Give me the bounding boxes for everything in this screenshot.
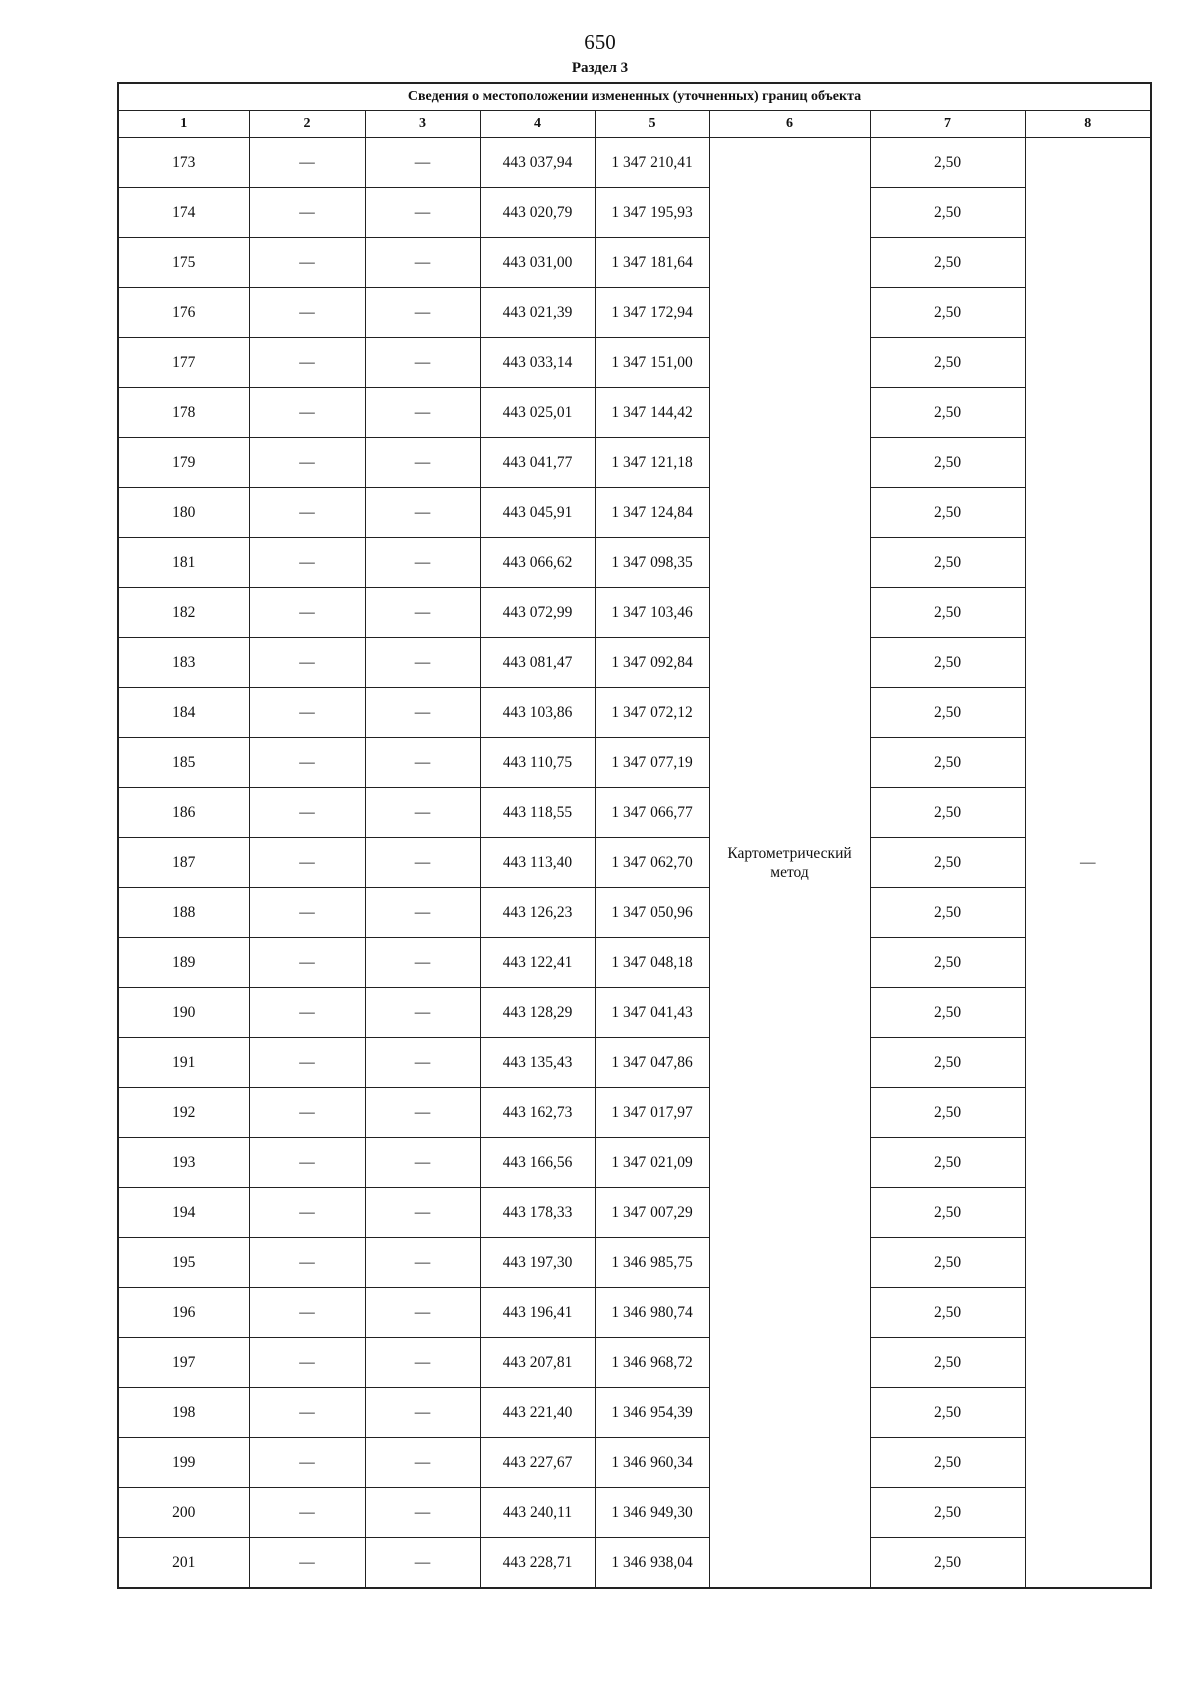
col2-cell: — bbox=[249, 1188, 365, 1238]
table-row bbox=[118, 338, 1151, 388]
x-coordinate-cell: 443 113,40 bbox=[480, 838, 595, 888]
column-number-2: 2 bbox=[249, 111, 365, 138]
method-cell: Картометрический метод bbox=[709, 138, 870, 1589]
accuracy-cell: 2,50 bbox=[870, 1388, 1025, 1438]
col3-cell: — bbox=[365, 538, 480, 588]
table-row bbox=[118, 988, 1151, 1038]
col2-cell: — bbox=[249, 1388, 365, 1438]
col2-cell: — bbox=[249, 1538, 365, 1589]
y-coordinate-cell: 1 347 092,84 bbox=[595, 638, 709, 688]
y-coordinate-cell: 1 347 103,46 bbox=[595, 588, 709, 638]
table-row bbox=[118, 1038, 1151, 1088]
table-row bbox=[118, 1338, 1151, 1388]
column-number-7: 7 bbox=[870, 111, 1025, 138]
accuracy-cell: 2,50 bbox=[870, 1538, 1025, 1589]
table-row bbox=[118, 1488, 1151, 1538]
x-coordinate-cell: 443 020,79 bbox=[480, 188, 595, 238]
point-number-cell: 196 bbox=[118, 1288, 249, 1338]
y-coordinate-cell: 1 347 195,93 bbox=[595, 188, 709, 238]
col2-cell: — bbox=[249, 1088, 365, 1138]
table-caption: Сведения о местоположении измененных (уточненных) границ объекта bbox=[118, 83, 1151, 111]
accuracy-cell: 2,50 bbox=[870, 1488, 1025, 1538]
x-coordinate-cell: 443 072,99 bbox=[480, 588, 595, 638]
page-number: 650 bbox=[584, 30, 616, 54]
table-row bbox=[118, 1538, 1151, 1589]
y-coordinate-cell: 1 347 124,84 bbox=[595, 488, 709, 538]
accuracy-cell: 2,50 bbox=[870, 688, 1025, 738]
table-row bbox=[118, 688, 1151, 738]
table-row bbox=[118, 1238, 1151, 1288]
col3-cell: — bbox=[365, 138, 480, 188]
x-coordinate-cell: 443 122,41 bbox=[480, 938, 595, 988]
y-coordinate-cell: 1 346 968,72 bbox=[595, 1338, 709, 1388]
col2-cell: — bbox=[249, 438, 365, 488]
accuracy-cell: 2,50 bbox=[870, 888, 1025, 938]
col2-cell: — bbox=[249, 1288, 365, 1338]
y-coordinate-cell: 1 347 047,86 bbox=[595, 1038, 709, 1088]
table-body bbox=[118, 138, 1151, 1589]
col3-cell: — bbox=[365, 1238, 480, 1288]
table-row bbox=[118, 1288, 1151, 1338]
col3-cell: — bbox=[365, 188, 480, 238]
y-coordinate-cell: 1 347 041,43 bbox=[595, 988, 709, 1038]
col2-cell: — bbox=[249, 538, 365, 588]
col2-cell: — bbox=[249, 488, 365, 538]
x-coordinate-cell: 443 126,23 bbox=[480, 888, 595, 938]
x-coordinate-cell: 443 196,41 bbox=[480, 1288, 595, 1338]
table-row bbox=[118, 738, 1151, 788]
y-coordinate-cell: 1 347 172,94 bbox=[595, 288, 709, 338]
table-row bbox=[118, 288, 1151, 338]
x-coordinate-cell: 443 045,91 bbox=[480, 488, 595, 538]
y-coordinate-cell: 1 347 151,00 bbox=[595, 338, 709, 388]
accuracy-cell: 2,50 bbox=[870, 1188, 1025, 1238]
point-number-cell: 181 bbox=[118, 538, 249, 588]
col2-cell: — bbox=[249, 188, 365, 238]
x-coordinate-cell: 443 197,30 bbox=[480, 1238, 595, 1288]
table-row bbox=[118, 1138, 1151, 1188]
col3-cell: — bbox=[365, 1388, 480, 1438]
col2-cell: — bbox=[249, 638, 365, 688]
col3-cell: — bbox=[365, 1038, 480, 1088]
y-coordinate-cell: 1 347 062,70 bbox=[595, 838, 709, 888]
col2-cell: — bbox=[249, 1488, 365, 1538]
accuracy-cell: 2,50 bbox=[870, 738, 1025, 788]
accuracy-cell: 2,50 bbox=[870, 838, 1025, 888]
y-coordinate-cell: 1 347 210,41 bbox=[595, 138, 709, 188]
point-number-cell: 198 bbox=[118, 1388, 249, 1438]
point-number-cell: 189 bbox=[118, 938, 249, 988]
y-coordinate-cell: 1 346 949,30 bbox=[595, 1488, 709, 1538]
col3-cell: — bbox=[365, 1538, 480, 1589]
y-coordinate-cell: 1 347 066,77 bbox=[595, 788, 709, 838]
accuracy-cell: 2,50 bbox=[870, 1338, 1025, 1388]
x-coordinate-cell: 443 081,47 bbox=[480, 638, 595, 688]
x-coordinate-cell: 443 037,94 bbox=[480, 138, 595, 188]
point-number-cell: 188 bbox=[118, 888, 249, 938]
point-number-cell: 173 bbox=[118, 138, 249, 188]
table-row bbox=[118, 938, 1151, 988]
point-number-cell: 194 bbox=[118, 1188, 249, 1238]
boundary-points-table bbox=[117, 82, 1152, 1589]
y-coordinate-cell: 1 347 050,96 bbox=[595, 888, 709, 938]
point-number-cell: 200 bbox=[118, 1488, 249, 1538]
x-coordinate-cell: 443 240,11 bbox=[480, 1488, 595, 1538]
x-coordinate-cell: 443 033,14 bbox=[480, 338, 595, 388]
y-coordinate-cell: 1 346 985,75 bbox=[595, 1238, 709, 1288]
y-coordinate-cell: 1 346 980,74 bbox=[595, 1288, 709, 1338]
accuracy-cell: 2,50 bbox=[870, 538, 1025, 588]
x-coordinate-cell: 443 166,56 bbox=[480, 1138, 595, 1188]
col2-cell: — bbox=[249, 938, 365, 988]
col2-cell: — bbox=[249, 338, 365, 388]
point-number-cell: 201 bbox=[118, 1538, 249, 1589]
point-number-cell: 190 bbox=[118, 988, 249, 1038]
section-title: Раздел 3 bbox=[571, 60, 629, 76]
table-row bbox=[118, 1188, 1151, 1238]
column-number-4: 4 bbox=[480, 111, 595, 138]
x-coordinate-cell: 443 207,81 bbox=[480, 1338, 595, 1388]
point-number-cell: 191 bbox=[118, 1038, 249, 1088]
col3-cell: — bbox=[365, 238, 480, 288]
accuracy-cell: 2,50 bbox=[870, 1138, 1025, 1188]
y-coordinate-cell: 1 347 048,18 bbox=[595, 938, 709, 988]
col3-cell: — bbox=[365, 938, 480, 988]
point-number-cell: 178 bbox=[118, 388, 249, 438]
y-coordinate-cell: 1 346 960,34 bbox=[595, 1438, 709, 1488]
table-row bbox=[118, 1388, 1151, 1438]
table-row bbox=[118, 438, 1151, 488]
point-number-cell: 175 bbox=[118, 238, 249, 288]
col3-cell: — bbox=[365, 1488, 480, 1538]
x-coordinate-cell: 443 178,33 bbox=[480, 1188, 595, 1238]
table-row bbox=[118, 138, 1151, 188]
table-row bbox=[118, 488, 1151, 538]
x-coordinate-cell: 443 031,00 bbox=[480, 238, 595, 288]
accuracy-cell: 2,50 bbox=[870, 938, 1025, 988]
table-row bbox=[118, 888, 1151, 938]
col3-cell: — bbox=[365, 438, 480, 488]
col3-cell: — bbox=[365, 1438, 480, 1488]
accuracy-cell: 2,50 bbox=[870, 1088, 1025, 1138]
column-number-3: 3 bbox=[365, 111, 480, 138]
x-coordinate-cell: 443 228,71 bbox=[480, 1538, 595, 1589]
col2-cell: — bbox=[249, 1338, 365, 1388]
column-number-1: 1 bbox=[118, 111, 249, 138]
col3-cell: — bbox=[365, 788, 480, 838]
point-number-cell: 184 bbox=[118, 688, 249, 738]
y-coordinate-cell: 1 346 954,39 bbox=[595, 1388, 709, 1438]
col2-cell: — bbox=[249, 688, 365, 738]
table-row bbox=[118, 638, 1151, 688]
y-coordinate-cell: 1 347 098,35 bbox=[595, 538, 709, 588]
point-number-cell: 199 bbox=[118, 1438, 249, 1488]
table-row bbox=[118, 1438, 1151, 1488]
point-number-cell: 192 bbox=[118, 1088, 249, 1138]
point-number-cell: 185 bbox=[118, 738, 249, 788]
table-row bbox=[118, 1088, 1151, 1138]
point-number-cell: 176 bbox=[118, 288, 249, 338]
point-number-cell: 174 bbox=[118, 188, 249, 238]
accuracy-cell: 2,50 bbox=[870, 788, 1025, 838]
y-coordinate-cell: 1 347 007,29 bbox=[595, 1188, 709, 1238]
x-coordinate-cell: 443 041,77 bbox=[480, 438, 595, 488]
col3-cell: — bbox=[365, 1338, 480, 1388]
point-number-cell: 177 bbox=[118, 338, 249, 388]
x-coordinate-cell: 443 221,40 bbox=[480, 1388, 595, 1438]
x-coordinate-cell: 443 227,67 bbox=[480, 1438, 595, 1488]
col3-cell: — bbox=[365, 488, 480, 538]
column-number-8: 8 bbox=[1025, 111, 1151, 138]
col2-cell: — bbox=[249, 138, 365, 188]
col2-cell: — bbox=[249, 988, 365, 1038]
col3-cell: — bbox=[365, 638, 480, 688]
x-coordinate-cell: 443 110,75 bbox=[480, 738, 595, 788]
table-row bbox=[118, 838, 1151, 888]
y-coordinate-cell: 1 347 021,09 bbox=[595, 1138, 709, 1188]
point-number-cell: 186 bbox=[118, 788, 249, 838]
col3-cell: — bbox=[365, 688, 480, 738]
x-coordinate-cell: 443 118,55 bbox=[480, 788, 595, 838]
col3-cell: — bbox=[365, 1138, 480, 1188]
col2-cell: — bbox=[249, 1138, 365, 1188]
col2-cell: — bbox=[249, 238, 365, 288]
col3-cell: — bbox=[365, 1288, 480, 1338]
col2-cell: — bbox=[249, 1038, 365, 1088]
accuracy-cell: 2,50 bbox=[870, 1238, 1025, 1288]
y-coordinate-cell: 1 347 144,42 bbox=[595, 388, 709, 438]
accuracy-cell: 2,50 bbox=[870, 438, 1025, 488]
col2-cell: — bbox=[249, 838, 365, 888]
accuracy-cell: 2,50 bbox=[870, 1438, 1025, 1488]
accuracy-cell: 2,50 bbox=[870, 488, 1025, 538]
point-number-cell: 179 bbox=[118, 438, 249, 488]
col2-cell: — bbox=[249, 1438, 365, 1488]
col2-cell: — bbox=[249, 888, 365, 938]
col3-cell: — bbox=[365, 988, 480, 1038]
point-number-cell: 195 bbox=[118, 1238, 249, 1288]
x-coordinate-cell: 443 025,01 bbox=[480, 388, 595, 438]
col3-cell: — bbox=[365, 338, 480, 388]
table-row bbox=[118, 588, 1151, 638]
table-row bbox=[118, 538, 1151, 588]
accuracy-cell: 2,50 bbox=[870, 1288, 1025, 1338]
x-coordinate-cell: 443 066,62 bbox=[480, 538, 595, 588]
col2-cell: — bbox=[249, 788, 365, 838]
col2-cell: — bbox=[249, 738, 365, 788]
accuracy-cell: 2,50 bbox=[870, 288, 1025, 338]
col2-cell: — bbox=[249, 288, 365, 338]
table-row bbox=[118, 788, 1151, 838]
col3-cell: — bbox=[365, 738, 480, 788]
table-row bbox=[118, 238, 1151, 288]
x-coordinate-cell: 443 021,39 bbox=[480, 288, 595, 338]
y-coordinate-cell: 1 347 017,97 bbox=[595, 1088, 709, 1138]
col3-cell: — bbox=[365, 888, 480, 938]
point-number-cell: 187 bbox=[118, 838, 249, 888]
accuracy-cell: 2,50 bbox=[870, 388, 1025, 438]
col2-cell: — bbox=[249, 1238, 365, 1288]
accuracy-cell: 2,50 bbox=[870, 638, 1025, 688]
point-number-cell: 180 bbox=[118, 488, 249, 538]
x-coordinate-cell: 443 103,86 bbox=[480, 688, 595, 738]
x-coordinate-cell: 443 135,43 bbox=[480, 1038, 595, 1088]
y-coordinate-cell: 1 347 077,19 bbox=[595, 738, 709, 788]
table-row bbox=[118, 188, 1151, 238]
col2-cell: — bbox=[249, 388, 365, 438]
accuracy-cell: 2,50 bbox=[870, 138, 1025, 188]
table-row bbox=[118, 388, 1151, 438]
accuracy-cell: 2,50 bbox=[870, 238, 1025, 288]
point-number-cell: 183 bbox=[118, 638, 249, 688]
accuracy-cell: 2,50 bbox=[870, 188, 1025, 238]
y-coordinate-cell: 1 347 181,64 bbox=[595, 238, 709, 288]
column-number-row bbox=[118, 111, 1151, 138]
accuracy-cell: 2,50 bbox=[870, 338, 1025, 388]
column-number-6: 6 bbox=[709, 111, 870, 138]
col3-cell: — bbox=[365, 838, 480, 888]
col3-cell: — bbox=[365, 588, 480, 638]
accuracy-cell: 2,50 bbox=[870, 1038, 1025, 1088]
y-coordinate-cell: 1 347 072,12 bbox=[595, 688, 709, 738]
col3-cell: — bbox=[365, 1088, 480, 1138]
column-number-5: 5 bbox=[595, 111, 709, 138]
x-coordinate-cell: 443 128,29 bbox=[480, 988, 595, 1038]
point-number-cell: 197 bbox=[118, 1338, 249, 1388]
col8-cell: — bbox=[1025, 138, 1151, 1589]
point-number-cell: 182 bbox=[118, 588, 249, 638]
y-coordinate-cell: 1 346 938,04 bbox=[595, 1538, 709, 1589]
x-coordinate-cell: 443 162,73 bbox=[480, 1088, 595, 1138]
col3-cell: — bbox=[365, 288, 480, 338]
col2-cell: — bbox=[249, 588, 365, 638]
y-coordinate-cell: 1 347 121,18 bbox=[595, 438, 709, 488]
col3-cell: — bbox=[365, 388, 480, 438]
point-number-cell: 193 bbox=[118, 1138, 249, 1188]
col3-cell: — bbox=[365, 1188, 480, 1238]
accuracy-cell: 2,50 bbox=[870, 588, 1025, 638]
accuracy-cell: 2,50 bbox=[870, 988, 1025, 1038]
